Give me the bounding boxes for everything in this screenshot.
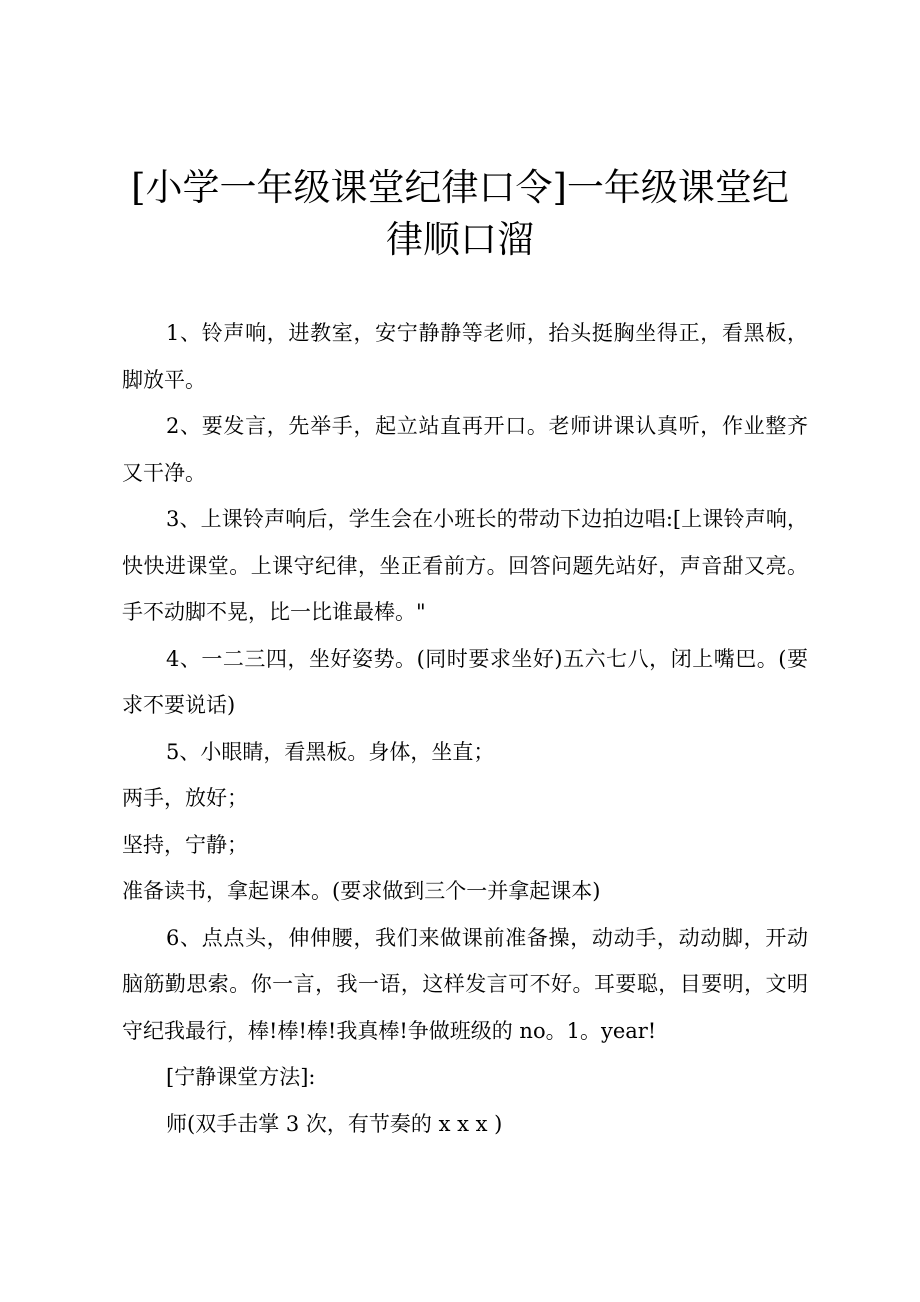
- paragraph-line-persist: 坚持，宁静；: [122, 832, 248, 857]
- paragraph-item-5: 5、小眼睛，看黑板。身体，坐直；: [166, 739, 495, 764]
- paragraph-teacher-clap: 师(双手击掌 3 次，有节奏的 x x x ): [166, 1111, 503, 1136]
- title-line-2: 律顺口溜: [386, 218, 534, 261]
- paragraph-item-4: 4、一二三四，坐好姿势。(同时要求坐好)五六七八，闭上嘴巴。(要求不要说话): [122, 646, 808, 717]
- paragraph-item-6: 6、点点头，伸伸腰，我们来做课前准备操，动动手，动动脚，开动脑筋勤思索。你一言，我一语，这样发言可不好。耳要聪，目要明，文明守纪我最行，棒!棒!棒!我真棒!争做班级的 no。1。year!: [122, 925, 808, 1043]
- document-body: [122, 310, 808, 1147]
- section-heading-quiet-method: [宁静课堂方法]:: [166, 1065, 316, 1089]
- paragraph-item-2: 2、要发言，先举手，起立站直再开口。老师讲课认真听，作业整齐又干净。: [122, 414, 808, 485]
- paragraph-line-read: 准备读书，拿起课本。(要求做到三个一并拿起课本): [122, 879, 601, 903]
- title-line-1: [小学一年级课堂纪律口令]一年级课堂纪: [131, 166, 789, 209]
- paragraph-item-1: 1、铃声响，进教室，安宁静静等老师，抬头挺胸坐得正，看黑板，脚放平。: [122, 321, 808, 392]
- paragraph-item-3: 3、上课铃声响后，学生会在小班长的带动下边拍边唱:[上课铃声响，快快进课堂。上课守纪律，坐正看前方。回答问题先站好，声音甜又亮。手不动脚不晃，比一比谁最棒。": [122, 507, 808, 624]
- paragraph-line-hands: 两手，放好；: [122, 786, 248, 810]
- document-title: [110, 162, 810, 266]
